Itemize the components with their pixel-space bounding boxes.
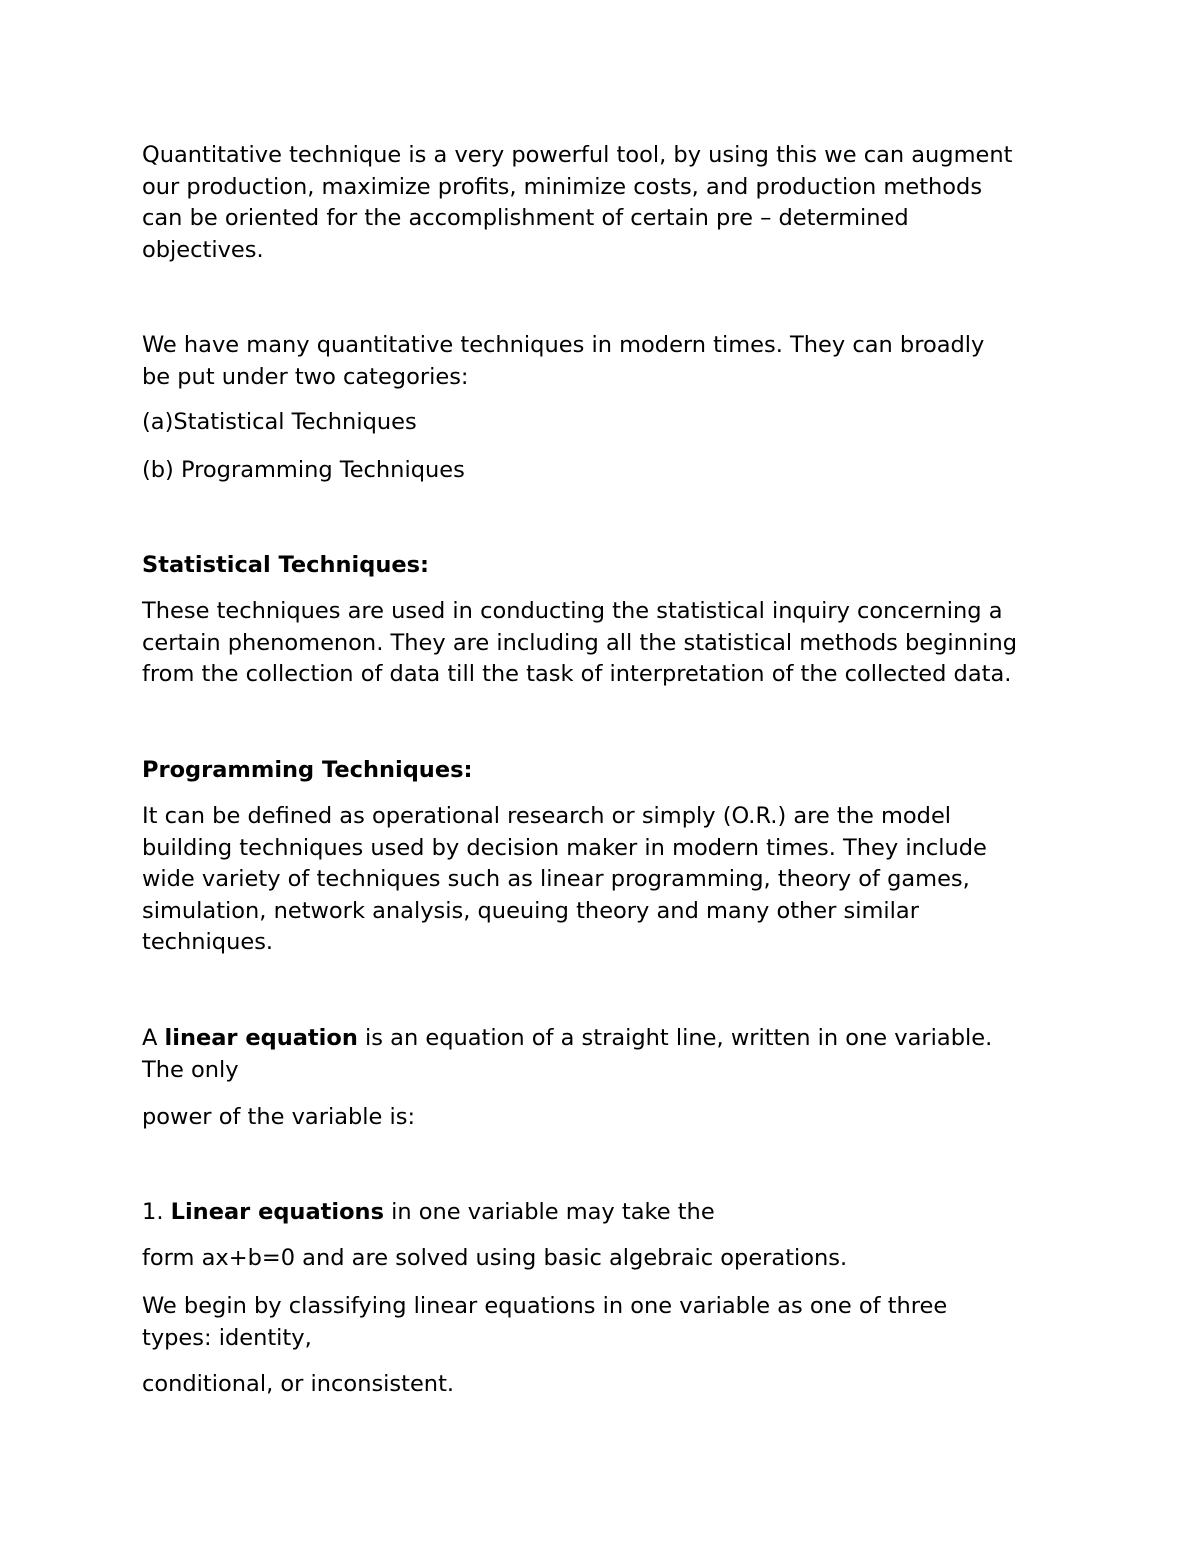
programming-line: simulation, network analysis, queuing theory and many other similar — [142, 897, 919, 924]
intro-paragraph — [142, 140, 1082, 266]
classify-paragraph — [142, 1291, 1082, 1354]
programming-heading-text: Programming Techniques: — [142, 757, 473, 783]
conditional-line: conditional, or inconsistent. — [142, 1371, 455, 1397]
linear-equation-line-2: The only — [142, 1056, 239, 1083]
classify-line: We begin by classifying linear equations in one variable as one of three — [142, 1293, 948, 1319]
programming-paragraph — [142, 801, 1082, 959]
equations-item-1 — [142, 1197, 1082, 1229]
statistical-heading-text: Statistical Techniques: — [142, 552, 430, 578]
form-line: form ax+b=0 and are solved using basic algebraic operations. — [142, 1245, 848, 1271]
intro-line: our production, maximize profits, minimize costs, and production methods — [142, 173, 983, 200]
statistical-paragraph — [142, 596, 1082, 691]
categories-paragraph — [142, 330, 1082, 393]
statistical-line: These techniques are used in conducting the statistical inquiry concerning a — [142, 598, 1003, 624]
equations-rest: in one variable may take the — [383, 1199, 715, 1225]
programming-heading — [142, 755, 1082, 787]
intro-line: Quantitative technique is a very powerful tool, by using this we can augment — [142, 142, 1013, 168]
intro-line: can be oriented for the accomplishment of certain pre – determined — [142, 205, 909, 231]
category-item-a: (a)Statistical Techniques — [142, 409, 417, 435]
statistical-heading — [142, 550, 1082, 582]
linear-rest: is an equation of a straight line, written in one variable. — [357, 1025, 993, 1051]
linear-term: linear equation — [164, 1025, 358, 1051]
equations-number: 1. — [142, 1199, 171, 1225]
programming-line: It can be defined as operational research or simply (O.R.) are the model — [142, 803, 952, 829]
linear-equation-paragraph — [142, 1023, 1082, 1086]
linear-equation-line — [142, 1023, 1082, 1055]
categories-line: be put under two categories: — [142, 363, 469, 390]
classify-line: types: identity, — [142, 1324, 312, 1351]
statistical-line: from the collection of data till the task of interpretation of the collected data. — [142, 661, 1012, 687]
power-line: power of the variable is: — [142, 1104, 416, 1130]
categories-line: We have many quantitative techniques in modern times. They can broadly — [142, 332, 985, 358]
intro-line: objectives. — [142, 236, 264, 263]
programming-line: wide variety of techniques such as linear programming, theory of games, — [142, 866, 970, 892]
equations-term: Linear equations — [170, 1199, 384, 1225]
category-item-b: (b) Programming Techniques — [142, 457, 465, 483]
statistical-line: certain phenomenon. They are including all the statistical methods beginning — [142, 629, 1017, 656]
linear-prefix: A — [142, 1025, 165, 1051]
programming-line: building techniques used by decision maker in modern times. They include — [142, 834, 987, 861]
programming-line: techniques. — [142, 929, 274, 955]
